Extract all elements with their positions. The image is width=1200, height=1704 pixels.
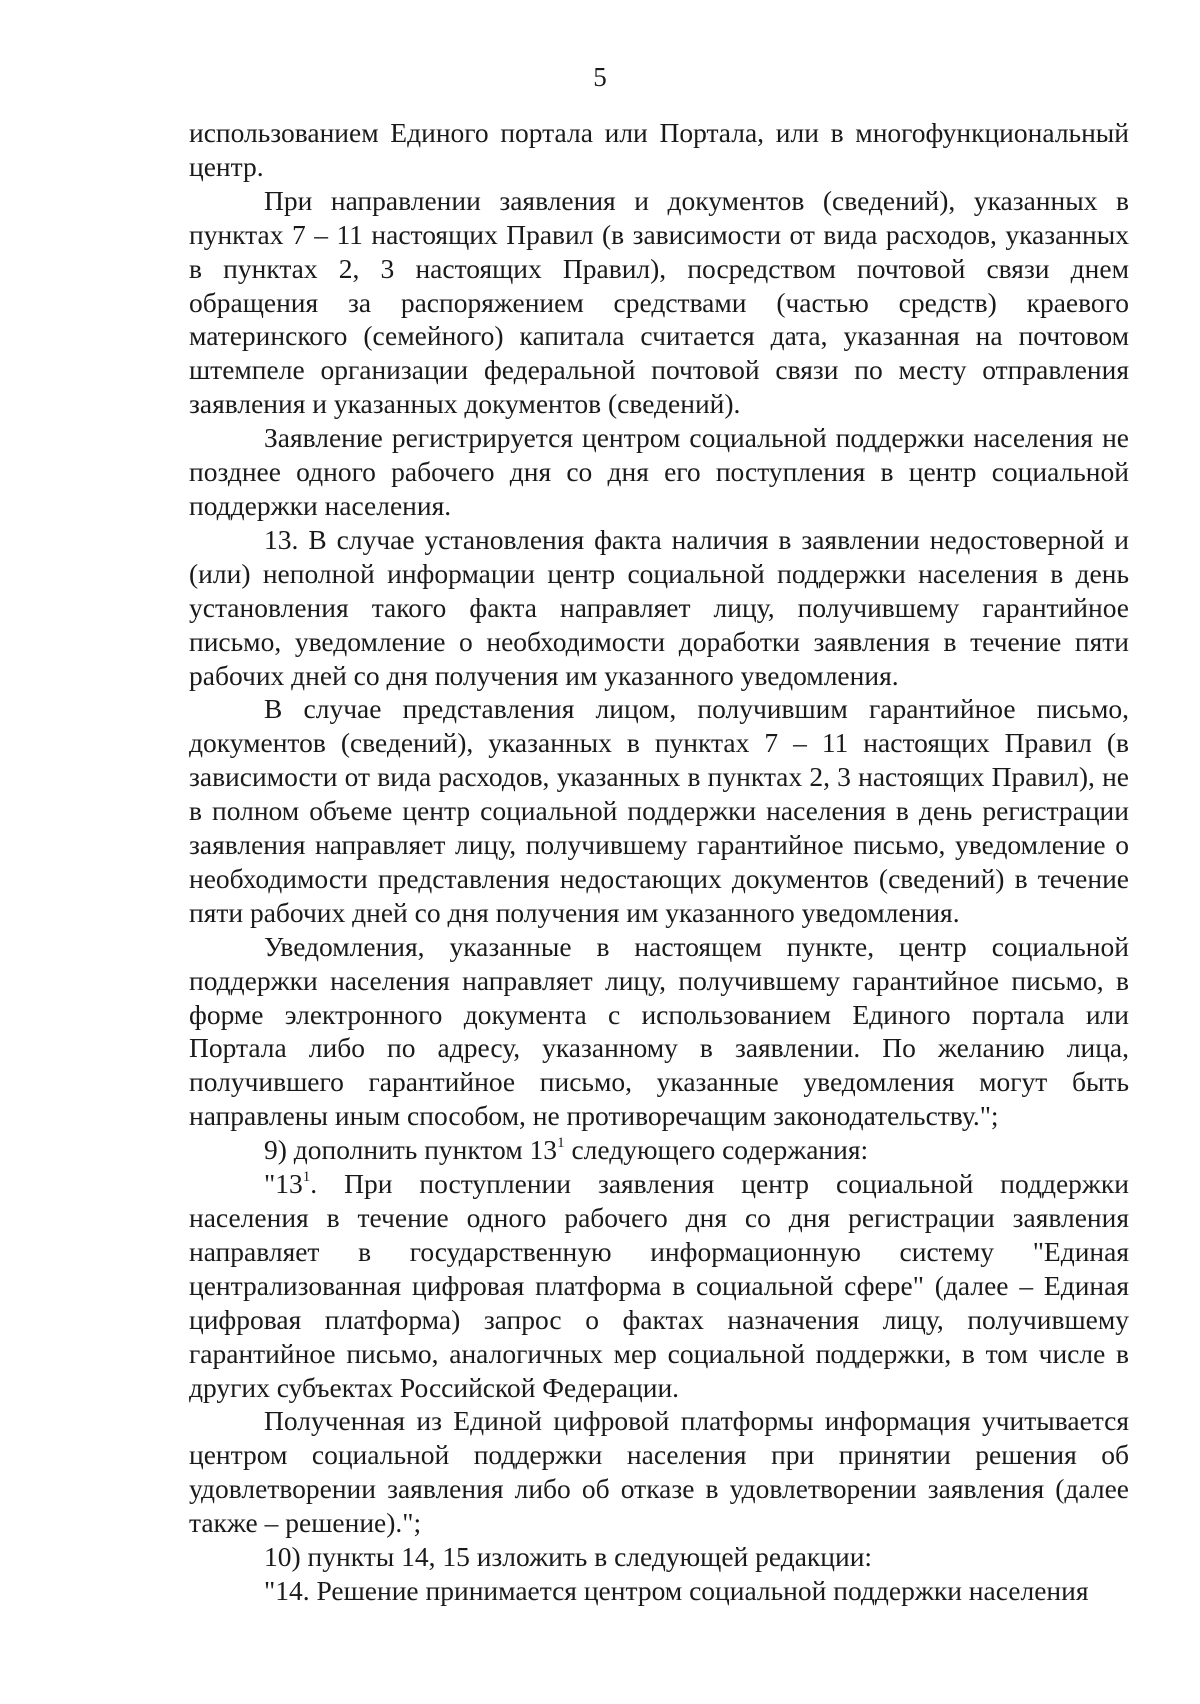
superscript-index: 1 [302, 1168, 311, 1185]
paragraph-item-14: "14. Решение принимается центром социальной поддержки населения [264, 1574, 1089, 1606]
page-number: 5 [593, 62, 607, 92]
amendment-9-text: 9) дополнить пунктом 13 [264, 1134, 558, 1166]
paragraph-amendment-10: 10) пункты 14, 15 изложить в следующей редакции: [264, 1541, 873, 1573]
paragraph-item-13: 13. В случае установления факта наличия в заявлении недостоверной и (или) неполной информации центр социальной поддержки населения в день установления такого факта направляет лицу, получившему гарантийное письмо, уведомление о необходимости доработки заявления в течение пяти рабочих дней со дня получения им указанного уведомления. [189, 523, 1129, 691]
paragraph-continuation: использованием Единого портала или Портала, или в многофункциональный центр. [189, 117, 1129, 182]
superscript-index: 1 [557, 1135, 565, 1152]
paragraph-incomplete-documents: В случае представления лицом, получившим гарантийное письмо, документов (сведений), указанных в пунктах 7 – 11 настоящих Правил (в зависимости от вида расходов, указанных в пунктах 2, 3 настоящих Правил), не в полном объеме центр социальной поддержки населения в день регистрации заявления направляет лицу, получившему гарантийное письмо, уведомление о необходимости представления недостающих документов (сведений) в течение пяти рабочих дней со дня получения им указанного уведомления. [189, 693, 1129, 928]
paragraph-amendment-9 [189, 1133, 1129, 1167]
amendment-9-text-end: следующего содержания: [564, 1134, 869, 1166]
item-13-1-text: . При поступлении заявления центр социальной поддержки населения в течение одного рабочего дня со дня регистрации заявления направляет в государственную информационную систему "Единая централизованная цифровая платформа в социальной сфере" (далее – Единая цифровая платформа) запрос о фактах назначения лицу, получившему гарантийное письмо, аналогичных мер социальной поддержки, в том числе в других субъектах Российской Федерации. [189, 1168, 1129, 1403]
paragraph-notifications: Уведомления, указанные в настоящем пункте, центр социальной поддержки населения направляет лицу, получившему гарантийное письмо, в форме электронного документа с использованием Единого портала или Портала либо по адресу, указанному в заявлении. По желанию лица, получившего гарантийное письмо, указанные уведомления могут быть направлены иным способом, не противоречащим законодательству."; [189, 930, 1129, 1132]
paragraph-registration: Заявление регистрируется центром социальной поддержки населения не позднее одного рабочего дня со дня его поступления в центр социальной поддержки населения. [189, 422, 1129, 521]
item-13-1-number: "13 [264, 1168, 303, 1200]
paragraph-item-13-1 [189, 1167, 1129, 1404]
document-body [189, 116, 1129, 1608]
paragraph-postal-submission: При направлении заявления и документов (сведений), указанных в пунктах 7 – 11 настоящих Правил (в зависимости от вида расходов, указанных в пунктах 2, 3 настоящих Правил), посредством почтовой связи днем обращения за распоряжением средствами (частью средств) краевого материнского (семейного) капитала считается дата, указанная на почтовом штемпеле организации федеральной почтовой связи по месту отправления заявления и указанных документов (сведений). [189, 184, 1129, 420]
paragraph-platform-information: Полученная из Единой цифровой платформы информация учитывается центром социальной поддержки населения при принятии решения об удовлетворении заявления либо об отказе в удовлетворении заявления (далее также – решение)."; [189, 1405, 1129, 1539]
